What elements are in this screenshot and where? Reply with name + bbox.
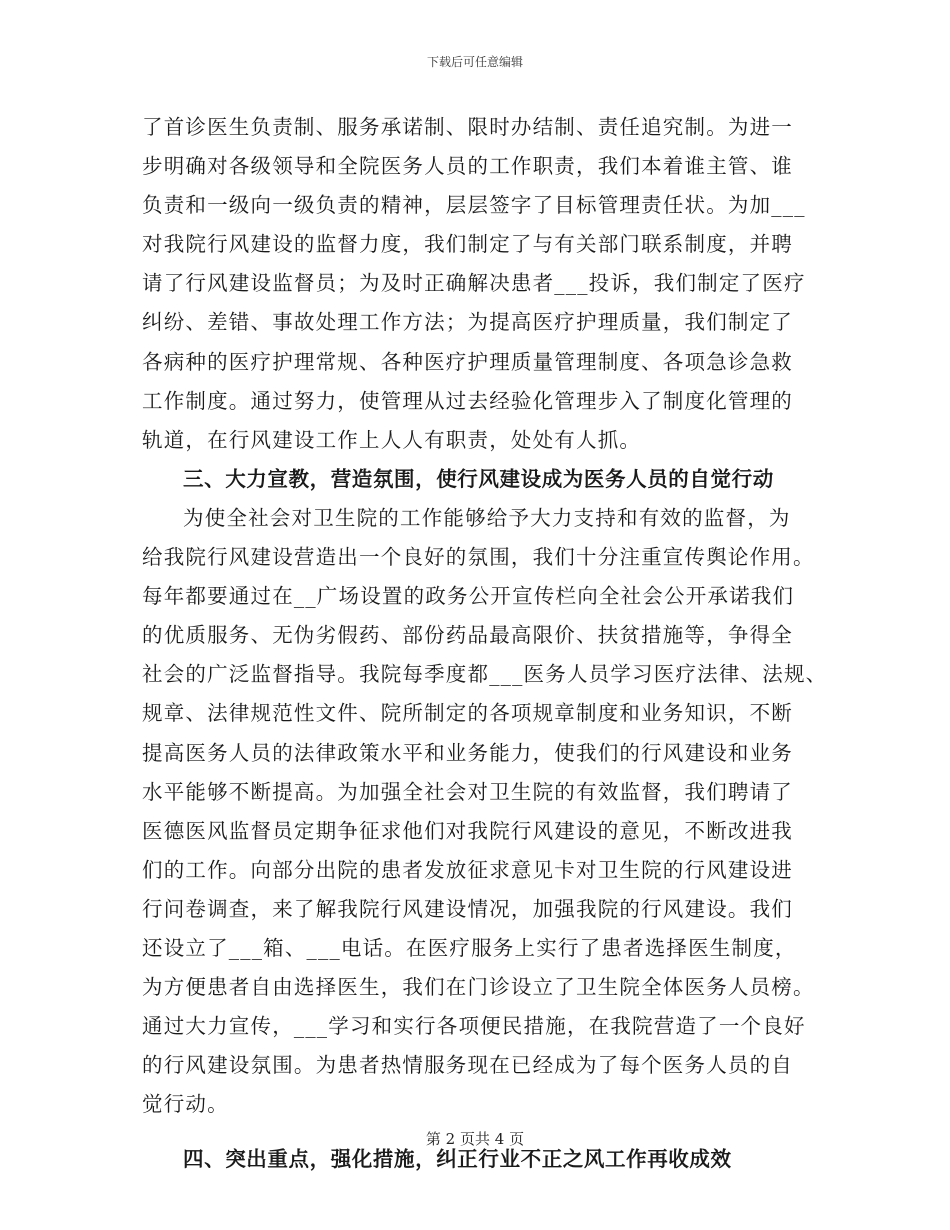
body-line: 社会的广泛监督指导。我院每季度都___医务人员学习医疗法律、法规、	[142, 662, 828, 687]
body-line: 医德医风监督员定期争征求他们对我院行风建设的意见，不断改进我	[142, 818, 793, 843]
body-line: 给我院行风建设营造出一个良好的氛围，我们十分注重宣传舆论作用。	[142, 545, 815, 570]
paragraph-start: 为使全社会对卫生院的工作能够给予大力支持和有效的监督，为	[183, 505, 791, 530]
page-header: 下载后可任意编辑	[426, 55, 523, 69]
section-heading-4: 四、突出重点，强化措施，纠正行业不正之风工作再收成效	[183, 1147, 732, 1172]
body-line: 负责和一级向一级负责的精神，层层签字了目标管理责任状。为加___	[142, 193, 806, 218]
body-line: 请了行风建设监督员；为及时正确解决患者___投诉，我们制定了医疗	[142, 271, 806, 296]
body-line: 各病种的医疗护理常规、各种医疗护理质量管理制度、各项急诊急救	[142, 349, 793, 374]
body-line: 轨道，在行风建设工作上人人有职责，处处有人抓。	[142, 427, 642, 452]
body-line: 的优质服务、无伪劣假药、部份药品最高限价、扶贫措施等，争得全	[142, 623, 793, 648]
body-line: 了首诊医生负责制、服务承诺制、限时办结制、责任追究制。为进一	[142, 115, 793, 139]
body-line: 规章、法律规范性文件、院所制定的各项规章制度和业务知识，不断	[142, 701, 793, 726]
body-line: 还设立了___箱、___电话。在医疗服务上实行了患者选择医生制度，	[142, 935, 797, 960]
body-line: 提高医务人员的法律政策水平和业务能力，使我们的行风建设和业务	[142, 740, 793, 765]
body-line: 步明确对各级领导和全院医务人员的工作职责，我们本着谁主管、谁	[142, 154, 793, 179]
body-line: 行问卷调查，来了解我院行风建设情况，加强我院的行风建设。我们	[142, 896, 793, 921]
document-body	[142, 108, 832, 1180]
body-line: 对我院行风建设的监督力度，我们制定了与有关部门联系制度，并聘	[142, 232, 793, 257]
body-line: 们的工作。向部分出院的患者发放征求意见卡对卫生院的行风建设进	[142, 857, 793, 882]
body-line: 通过大力宣传，___学习和实行各项便民措施，在我院营造了一个良好	[142, 1014, 806, 1039]
body-line: 觉行动。	[142, 1092, 229, 1117]
body-line: 为方便患者自由选择医生，我们在门诊设立了卫生院全体医务人员榜。	[142, 975, 815, 1000]
body-line: 水平能够不断提高。为加强全社会对卫生院的有效监督，我们聘请了	[142, 779, 793, 804]
body-line: 纠纷、差错、事故处理工作方法；为提高医疗护理质量，我们制定了	[142, 310, 793, 335]
page-footer: 第 2 页共 4 页	[425, 1130, 525, 1148]
body-line: 的行风建设氛围。为患者热情服务现在已经成为了每个医务人员的自	[142, 1053, 793, 1078]
section-heading-3: 三、大力宣教，营造氛围，使行风建设成为医务人员的自觉行动	[183, 466, 774, 491]
body-line: 每年都要通过在__广场设置的政务公开宣传栏向全社会公开承诺我们	[142, 584, 795, 609]
body-line: 工作制度。通过努力，使管理从过去经验化管理步入了制度化管理的	[142, 388, 793, 413]
